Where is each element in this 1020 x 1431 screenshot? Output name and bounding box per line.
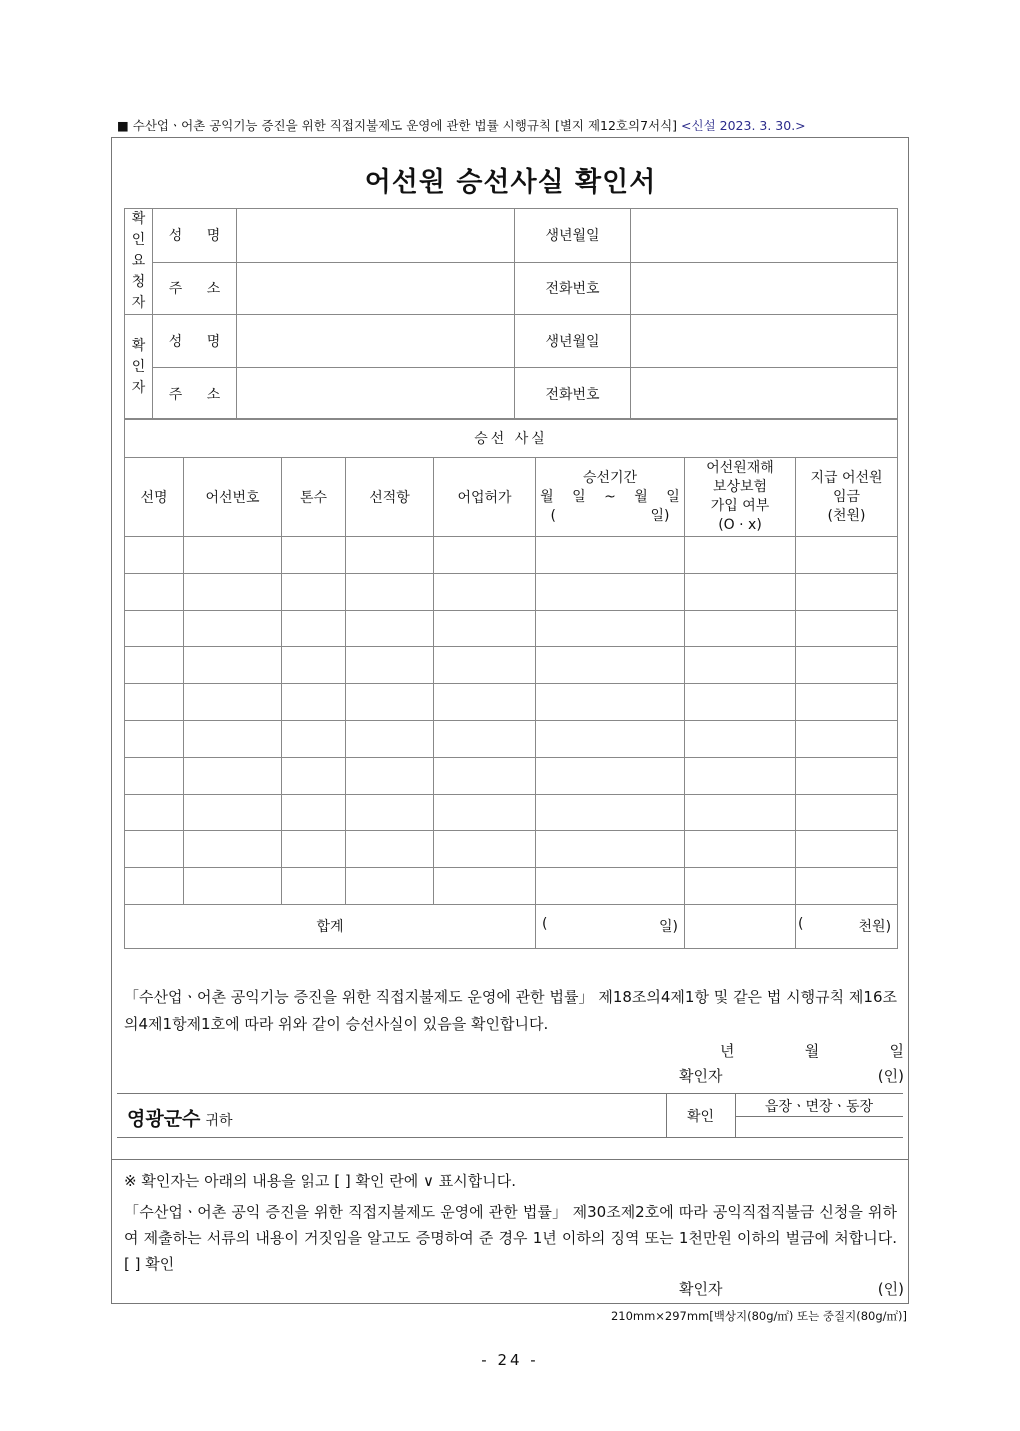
cell-ship-number[interactable] — [184, 610, 282, 647]
requester-address-label: 주 소 — [153, 262, 237, 315]
table-row — [125, 831, 898, 868]
notice-signature-line[interactable] — [679, 1278, 904, 1299]
page-number: - 24 - — [481, 1351, 539, 1369]
insurance-line-4: (O · x) — [718, 517, 762, 533]
cell-port[interactable] — [346, 868, 434, 905]
boarding-rows — [125, 537, 898, 905]
cell-license[interactable] — [434, 720, 536, 757]
cell-insurance[interactable] — [685, 794, 796, 831]
table-row — [125, 720, 898, 757]
cell-ship-name[interactable] — [125, 573, 184, 610]
cell-period[interactable] — [536, 868, 685, 905]
col-period — [536, 458, 685, 537]
cell-period[interactable] — [536, 610, 685, 647]
table-row — [125, 757, 898, 794]
cell-wage[interactable] — [796, 684, 898, 721]
total-days-close: 일) — [659, 919, 678, 936]
confirmer-group-label: 확 인 자 — [125, 315, 153, 420]
cell-tonnage[interactable] — [282, 757, 346, 794]
requester-name-label: 성 명 — [153, 209, 237, 263]
cell-tonnage[interactable] — [282, 794, 346, 831]
cell-wage[interactable] — [796, 757, 898, 794]
table-row — [125, 647, 898, 684]
cell-ship-number[interactable] — [184, 647, 282, 684]
requester-phone-label: 전화번호 — [515, 262, 631, 315]
requester-birth-field[interactable] — [631, 209, 898, 263]
confirmer-birth-field[interactable] — [631, 315, 898, 368]
cell-insurance[interactable] — [685, 868, 796, 905]
confirmer-address-field[interactable] — [237, 368, 515, 420]
cell-ship-name[interactable] — [125, 794, 184, 831]
cell-wage[interactable] — [796, 868, 898, 905]
cell-license[interactable] — [434, 757, 536, 794]
cell-license[interactable] — [434, 537, 536, 574]
period-days: ( 일) — [550, 507, 670, 524]
cell-insurance[interactable] — [685, 610, 796, 647]
cell-insurance[interactable] — [685, 647, 796, 684]
form-rule-text: ■ 수산업ㆍ어촌 공익기능 증진을 위한 직접지불제도 운영에 관한 법률 시행규칙 [별지 제12호의7서식] — [117, 118, 678, 133]
signature-label: 확인자 — [679, 1067, 723, 1085]
cell-tonnage[interactable] — [282, 537, 346, 574]
insurance-line-2: 보상보험 — [712, 479, 768, 495]
cell-period[interactable] — [536, 831, 685, 868]
requester-group-label: 확 인 요 청 자 — [125, 209, 153, 315]
notice-instruction: ※ 확인자는 아래의 내용을 읽고 [ ] 확인 란에 ∨ 표시합니다. — [124, 1172, 516, 1190]
cell-ship-name[interactable] — [125, 647, 184, 684]
confirmer-phone-field[interactable] — [631, 368, 898, 420]
table-row — [125, 868, 898, 905]
col-wage — [796, 458, 898, 537]
identity-table — [124, 208, 898, 420]
cell-ship-name[interactable] — [125, 720, 184, 757]
date-line[interactable] — [720, 1040, 904, 1061]
confirmer-birth-label: 생년월일 — [515, 315, 631, 368]
verify-stamp-field[interactable] — [736, 1118, 903, 1136]
cell-tonnage[interactable] — [282, 684, 346, 721]
cell-tonnage[interactable] — [282, 573, 346, 610]
notice-body: 「수산업ㆍ어촌 공익 증진을 위한 직접지불제도 운영에 관한 법률」 제30조제2호에 따라 공익직접직불금 신청을 위하여 제출하는 서류의 내용이 거짓임을 알고도 증명하여 준 경우 1년 이하의 징역 또는 1천만원 이하의 벌금에 처합니다. [ ] 확인 — [124, 1203, 897, 1273]
cell-license[interactable] — [434, 868, 536, 905]
col-insurance — [685, 458, 796, 537]
confirmer-name-field[interactable] — [237, 315, 515, 368]
total-wage-close: 천원) — [858, 919, 892, 936]
cell-port[interactable] — [346, 720, 434, 757]
signature-line[interactable] — [679, 1065, 904, 1086]
confirmation-statement: 「수산업ㆍ어촌 공익기능 증진을 위한 직접지불제도 운영에 관한 법률」 제18조의4제1항 및 같은 법 시행규칙 제16조의4제1항제1호에 따라 위와 같이 승선사실이 있음을 확인합니다. — [124, 988, 897, 1033]
insurance-line-1: 어선원재해 — [706, 460, 774, 476]
verify-officer: 읍장ㆍ면장ㆍ동장 — [764, 1099, 874, 1115]
revision-date: <신설 2023. 3. 30.> — [681, 118, 806, 133]
cell-ship-name[interactable] — [125, 757, 184, 794]
cell-wage[interactable] — [796, 831, 898, 868]
period-range: 월 일 ~ 월 일 — [540, 488, 680, 505]
cell-license[interactable] — [434, 831, 536, 868]
verify-divider-mid — [735, 1116, 903, 1117]
cell-insurance[interactable] — [685, 537, 796, 574]
verify-label: 확인 — [686, 1109, 715, 1125]
cell-period[interactable] — [536, 757, 685, 794]
cell-wage[interactable] — [796, 573, 898, 610]
col-port: 선적항 — [346, 458, 434, 537]
cell-ship-number[interactable] — [184, 537, 282, 574]
cell-license[interactable] — [434, 573, 536, 610]
cell-port[interactable] — [346, 757, 434, 794]
cell-port[interactable] — [346, 537, 434, 574]
table-row — [125, 537, 898, 574]
form-title: 어선원 승선사실 확인서 — [364, 167, 657, 198]
cell-period[interactable] — [536, 720, 685, 757]
cell-insurance[interactable] — [685, 757, 796, 794]
requester-name-field[interactable] — [237, 209, 515, 263]
total-days[interactable] — [536, 904, 685, 948]
cell-insurance[interactable] — [685, 684, 796, 721]
requester-phone-field[interactable] — [631, 262, 898, 315]
notice-seal: (인) — [877, 1280, 904, 1298]
cell-port[interactable] — [346, 794, 434, 831]
date-year: 년 — [720, 1042, 735, 1060]
cell-wage[interactable] — [796, 720, 898, 757]
period-title: 승선기간 — [582, 469, 638, 486]
total-wage[interactable] — [796, 904, 898, 948]
cell-ship-number[interactable] — [184, 573, 282, 610]
cell-tonnage[interactable] — [282, 868, 346, 905]
boarding-table — [124, 418, 898, 949]
date-day: 일 — [889, 1042, 904, 1060]
form-reference — [117, 116, 806, 134]
total-insurance[interactable] — [685, 904, 796, 948]
cell-port[interactable] — [346, 647, 434, 684]
divider-bottom — [117, 1137, 903, 1138]
table-row — [125, 684, 898, 721]
notice-divider — [111, 1159, 909, 1160]
cell-license[interactable] — [434, 647, 536, 684]
cell-insurance[interactable] — [685, 720, 796, 757]
confirmer-name-label: 성 명 — [153, 315, 237, 368]
cell-tonnage[interactable] — [282, 831, 346, 868]
cell-tonnage[interactable] — [282, 720, 346, 757]
cell-ship-number[interactable] — [184, 757, 282, 794]
confirmer-address-label: 주 소 — [153, 368, 237, 420]
recipient — [127, 1104, 233, 1131]
insurance-line-3: 가입 여부 — [710, 498, 770, 514]
cell-insurance[interactable] — [685, 573, 796, 610]
cell-ship-number[interactable] — [184, 720, 282, 757]
cell-ship-name[interactable] — [125, 868, 184, 905]
cell-license[interactable] — [434, 794, 536, 831]
wage-line-3: (천원) — [827, 507, 866, 524]
divider-top — [117, 1093, 903, 1094]
cell-license[interactable] — [434, 684, 536, 721]
cell-insurance[interactable] — [685, 831, 796, 868]
cell-tonnage[interactable] — [282, 610, 346, 647]
wage-line-2: 임금 — [832, 488, 861, 505]
cell-period[interactable] — [536, 573, 685, 610]
requester-address-field[interactable] — [237, 262, 515, 315]
cell-wage[interactable] — [796, 610, 898, 647]
cell-period[interactable] — [536, 794, 685, 831]
wage-line-1: 지급 어선원 — [810, 469, 883, 486]
col-ship-name: 선명 — [125, 458, 184, 537]
table-row — [125, 794, 898, 831]
table-row — [125, 610, 898, 647]
requester-birth-label: 생년월일 — [515, 209, 631, 263]
recipient-suffix: 귀하 — [205, 1113, 233, 1129]
date-month: 월 — [804, 1042, 820, 1060]
cell-tonnage[interactable] — [282, 647, 346, 684]
confirmer-phone-label: 전화번호 — [515, 368, 631, 420]
total-wage-open: ( — [798, 916, 804, 933]
cell-ship-number[interactable] — [184, 794, 282, 831]
cell-license[interactable] — [434, 610, 536, 647]
cell-ship-name[interactable] — [125, 831, 184, 868]
cell-period[interactable] — [536, 537, 685, 574]
cell-wage[interactable] — [796, 647, 898, 684]
cell-ship-name[interactable] — [125, 610, 184, 647]
total-label: 합계 — [125, 904, 536, 948]
signature-seal: (인) — [877, 1067, 904, 1085]
boarding-section-title: 승선 사실 — [125, 419, 898, 458]
cell-port[interactable] — [346, 684, 434, 721]
cell-ship-number[interactable] — [184, 831, 282, 868]
cell-ship-number[interactable] — [184, 684, 282, 721]
cell-port[interactable] — [346, 573, 434, 610]
total-days-open: ( — [542, 916, 548, 933]
cell-ship-number[interactable] — [184, 868, 282, 905]
table-row — [125, 573, 898, 610]
cell-port[interactable] — [346, 831, 434, 868]
cell-ship-name[interactable] — [125, 537, 184, 574]
cell-ship-name[interactable] — [125, 684, 184, 721]
recipient-name: 영광군수 — [127, 1108, 201, 1130]
cell-wage[interactable] — [796, 794, 898, 831]
col-tonnage: 톤수 — [282, 458, 346, 537]
paper-spec: 210mm×297mm[백상지(80g/㎡) 또는 중질지(80g/㎡)] — [610, 1309, 907, 1323]
col-ship-number: 어선번호 — [184, 458, 282, 537]
cell-period[interactable] — [536, 684, 685, 721]
cell-period[interactable] — [536, 647, 685, 684]
cell-port[interactable] — [346, 610, 434, 647]
notice-signer: 확인자 — [679, 1280, 723, 1298]
col-license: 어업허가 — [434, 458, 536, 537]
cell-wage[interactable] — [796, 537, 898, 574]
